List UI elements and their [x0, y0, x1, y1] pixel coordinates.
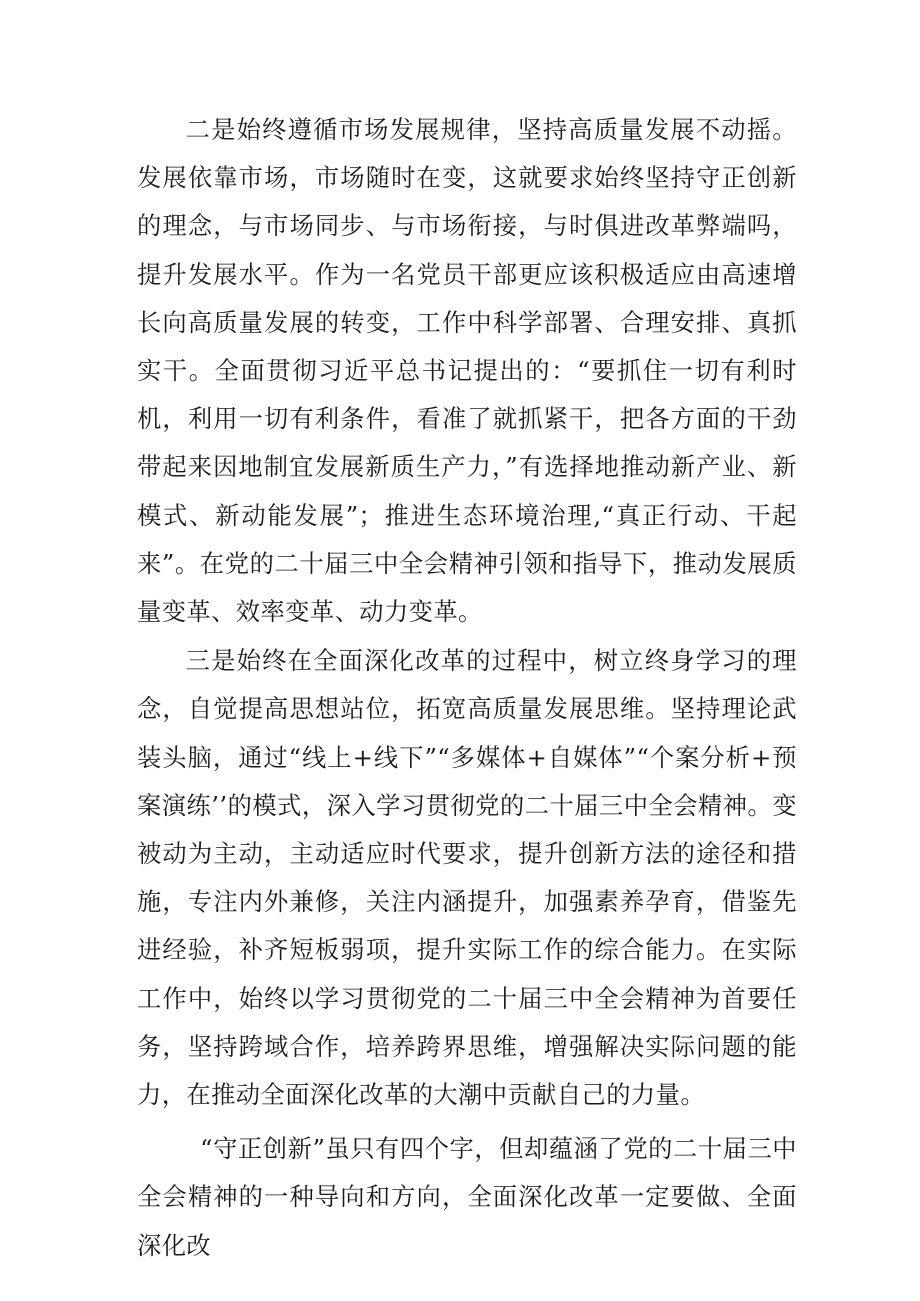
document-page [137, 106, 797, 1270]
paragraph-market-development: 二是始终遵循市场发展规律，坚持高质量发展不动摇。发展依靠市场，市场随时在变，这就要求始终坚持守正创新的理念，与市场同步、与市场衔接，与时俱进改革弊端吗，提升发展水平。作为一名党员干部更应该积极适应由高速增长向高质量发展的转变，工作中科学部署、合理安排、真抓实干。全面贯彻习近平总书记提出的：“要抓住一切有利时机，利用一切有利条件，看准了就抓紧干，把各方面的干劲带起来因地制宜发展新质生产力，”有选择地推动新产业、新模式、新动能发展”；推进生态环境治理,“真正行动、干起来”。在党的二十届三中全会精神引领和指导下，推动发展质量变革、效率变革、动力变革。 [137, 115, 797, 627]
paragraph-deepening-reform: 三是始终在全面深化改革的过程中，树立终身学习的理念，自觉提高思想站位，拓宽高质量发展思维。坚持理论武装头脑，通过“线上+线下”“多媒体+自媒体”“个案分析+预案演练’’的模式，深入学习贯彻党的二十届三中全会精神。变被动为主动，主动适应时代要求，提升创新方法的途径和措施，专注内外兼修，关注内涵提升，加强素养孕育，借鉴先进经验，补齐短板弱项，提升实际工作的综合能力。在实际工作中，始终以学习贯彻党的二十届三中全会精神为首要任务，坚持跨域合作，培养跨界思维，增强解决实际问题的能力，在推动全面深化改革的大潮中贡献自己的力量。 [137, 646, 797, 1110]
paragraph-innovation-summary: “守正创新”虽只有四个字，但却蕴涵了党的二十届三中全会精神的一种导向和方向，全面深化改革一定要做、全面深化改 [137, 1134, 797, 1260]
